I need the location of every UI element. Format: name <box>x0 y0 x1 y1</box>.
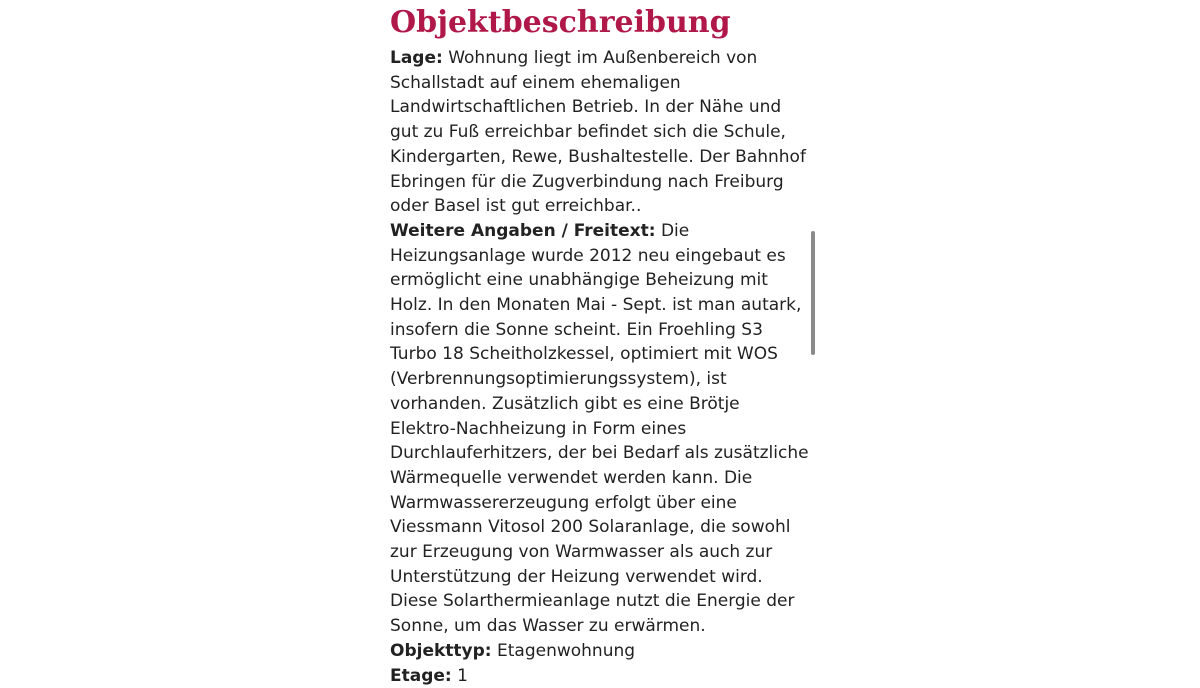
scrollbar-thumb[interactable] <box>811 231 815 355</box>
location-text: Wohnung liegt im Außenbereich von Schallstadt auf einem ehemaligen Landwirtschaftlichen Betrieb. In der Nähe und gut zu Fuß erreichbar befindet sich die Schule, Kindergarten, Rewe, Bushaltestelle. Der Bahnhof Ebringen für die Zugverbindung nach Freiburg oder Basel ist gut erreichbar.. <box>390 48 806 217</box>
section-title: Objektbeschreibung <box>390 5 731 40</box>
floor-value: 1 <box>457 665 468 686</box>
additional-info-label: Weitere Angaben / Freitext: <box>390 220 656 241</box>
location-label: Lage: <box>390 48 443 68</box>
object-type-label: Objekttyp: <box>390 640 492 661</box>
object-type-row <box>390 639 810 664</box>
location-paragraph <box>390 46 810 219</box>
object-type-value: Etagenwohnung <box>497 640 636 661</box>
additional-info-text: Die Heizungsanlage wurde 2012 neu eingebaut es ermöglicht eine unabhängige Beheizung mit Holz. In den Monaten Mai - Sept. ist man autark, insofern die Sonne scheint. Ein Froehling S3 Turbo 18 Scheitholzkessel, optimiert mit WOS (Verbrennungsoptimierungssystem), ist vorhanden. Zusätzlich gibt es eine Brötje Elektro-Nachheizung in Form eines Durchlauferhitzers, der bei Bedarf als zusätzliche Wärmequelle verwendet werden kann. Die Warmwassererzeugung erfolgt über eine Viessmann Vitosol 200 Solaranlage, die sowohl zur Erzeugung von Warmwasser als auch zur Unterstützung der Heizung verwendet wird. Diese Solarthermieanlage nutzt die Energie der Sonne, um das Wasser zu erwärmen. <box>390 220 809 637</box>
floor-row <box>390 664 810 688</box>
floor-label: Etage: <box>390 665 452 686</box>
additional-info-paragraph <box>390 219 810 639</box>
object-description-section <box>390 0 810 688</box>
